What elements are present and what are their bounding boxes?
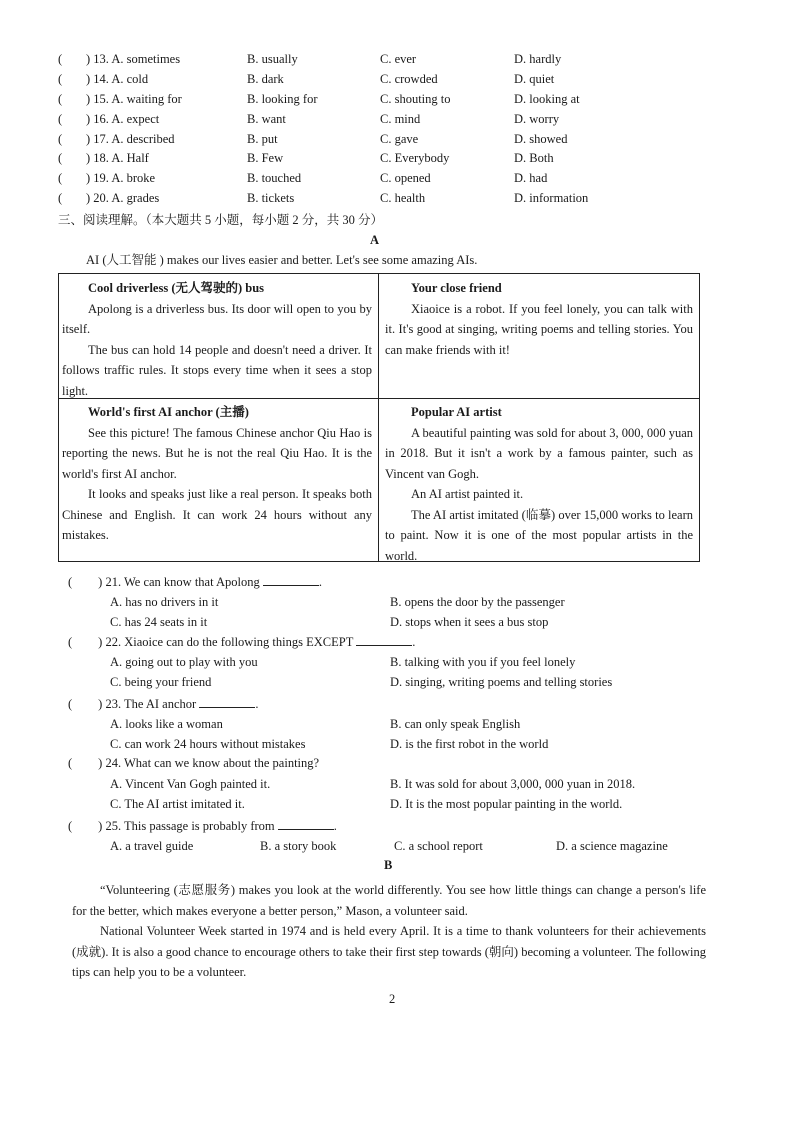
question-text: ) 23. The AI anchor (98, 697, 197, 711)
option-a: ) 16. A. expect (86, 112, 160, 126)
cell-heading: Your close friend (411, 281, 502, 295)
answer-blank (356, 634, 412, 646)
answer-paren: ( (68, 819, 73, 833)
question-text: ) 21. We can know that Apolong (98, 575, 260, 589)
option-c: C. ever (380, 52, 417, 66)
option-d: D. singing, writing poems and telling stories (390, 675, 613, 689)
option-b: B. looking for (247, 92, 318, 106)
option-d: D. a science magazine (556, 839, 668, 853)
option-c: C. mind (380, 112, 421, 126)
question-stem (68, 574, 322, 591)
option-a: A. looks like a woman (110, 717, 223, 731)
answer-paren: ( (58, 52, 63, 66)
answer-paren: ( (68, 756, 73, 770)
answer-paren: ( (68, 635, 73, 649)
option-a: A. going out to play with you (110, 655, 258, 669)
option-d: D. showed (514, 132, 568, 146)
option-b: B. touched (247, 171, 302, 185)
cell-heading: Popular AI artist (411, 405, 502, 419)
option-a: A. Vincent Van Gogh painted it. (110, 777, 271, 791)
question-stem (68, 696, 258, 713)
option-c: C. gave (380, 132, 419, 146)
option-c: C. can work 24 hours without mistakes (110, 737, 306, 751)
option-d: D. worry (514, 112, 560, 126)
answer-paren: ( (58, 72, 63, 86)
answer-paren: ( (58, 112, 63, 126)
cell-paragraph: The bus can hold 14 people and doesn't need a driver. It follows traffic rules. It stops every time when it sees a stop light. (62, 342, 372, 398)
answer-paren: ( (58, 92, 63, 106)
answer-paren: ( (58, 132, 63, 146)
option-b: B. want (247, 112, 286, 126)
option-a: ) 13. A. sometimes (86, 52, 181, 66)
option-b: B. put (247, 132, 278, 146)
option-b: B. dark (247, 72, 284, 86)
option-b: B. talking with you if you feel lonely (390, 655, 576, 669)
question-text: ) 24. What can we know about the painting? (98, 756, 320, 770)
answer-paren: ( (58, 191, 63, 205)
answer-paren: ( (58, 151, 63, 165)
cell-paragraph: See this picture! The famous Chinese anchor Qiu Hao is reporting the news. But he is not the real Qiu Hao. It is the world's first AI anchor. (62, 425, 372, 481)
option-b: B. It was sold for about 3,000, 000 yuan in 2018. (390, 777, 636, 791)
option-d: D. stops when it sees a bus stop (390, 615, 549, 629)
option-a: ) 20. A. grades (86, 191, 160, 205)
option-c: C. shouting to (380, 92, 451, 106)
option-a: A. has no drivers in it (110, 595, 219, 609)
option-a: ) 18. A. Half (86, 151, 149, 165)
cell-heading: World's first AI anchor (主播) (88, 405, 249, 419)
question-end: . (333, 819, 337, 833)
cell-close-friend (385, 278, 693, 360)
option-a: ) 19. A. broke (86, 171, 156, 185)
cell-ai-artist (385, 402, 693, 566)
question-text: ) 22. Xiaoice can do the following things EXCEPT (98, 635, 354, 649)
option-c: C. health (380, 191, 426, 205)
option-d: D. hardly (514, 52, 562, 66)
cell-driverless-bus (62, 278, 372, 401)
question-end: . (412, 635, 416, 649)
option-a: ) 15. A. waiting for (86, 92, 182, 106)
option-c: C. Everybody (380, 151, 450, 165)
passage-b-paragraph-1: “Volunteering (志愿服务) makes you look at the world differently. You see how little things can change a person's life for the better, which makes everyone a better person,” Mason, a volunteer said. (72, 883, 706, 918)
question-text: ) 25. This passage is probably from (98, 819, 275, 833)
passage-a-intro: AI (人工智能 ) makes our lives easier and better. Let's see some amazing AIs. (86, 253, 478, 267)
option-c: C. has 24 seats in it (110, 615, 208, 629)
answer-blank (278, 818, 334, 830)
option-d: D. had (514, 171, 548, 185)
ai-table (58, 273, 700, 562)
option-d: D. looking at (514, 92, 580, 106)
option-a: ) 14. A. cold (86, 72, 149, 86)
cell-paragraph: An AI artist painted it. (411, 487, 524, 501)
cell-ai-anchor (62, 402, 372, 546)
answer-blank (263, 574, 319, 586)
cell-heading: Cool driverless (无人驾驶的) bus (88, 281, 265, 295)
option-b: B. Few (247, 151, 284, 165)
cell-paragraph: Xiaoice is a robot. If you feel lonely, you can talk with it. It's good at singing, writing poems and telling stories. You can make friends with it! (385, 301, 693, 357)
passage-b-paragraph-2: National Volunteer Week started in 1974 and is held every April. It is a time to thank volunteers for their achievements (成就). It is also a good chance to encourage others to take their first step towards (朝向) becoming a volunteer. The following tips can help you to be a volunteer. (72, 924, 706, 979)
option-b: B. can only speak English (390, 717, 521, 731)
option-b: B. opens the door by the passenger (390, 595, 565, 609)
question-stem (68, 818, 337, 835)
answer-blank (199, 696, 255, 708)
option-d: D. Both (514, 151, 554, 165)
question-end: . (318, 575, 323, 589)
option-a: ) 17. A. described (86, 132, 175, 146)
question-stem (68, 634, 415, 651)
cell-paragraph: The AI artist imitated (临摹) over 15,000 works to learn to paint. Now it is one of the most popular artists in the world. (385, 507, 693, 563)
option-a: A. a travel guide (110, 839, 194, 853)
question-end: . (255, 697, 259, 711)
option-d: D. quiet (514, 72, 555, 86)
passage-b-letter: B (384, 858, 393, 872)
table-divider-vertical (378, 274, 379, 561)
option-c: C. a school report (394, 839, 483, 853)
option-c: C. being your friend (110, 675, 212, 689)
option-c: C. opened (380, 171, 431, 185)
section-title: 三、阅读理解。（本大题共 5 小题，每小题 2 分，共 30 分） (58, 213, 384, 227)
option-d: D. It is the most popular painting in the world. (390, 797, 623, 811)
cell-paragraph: A beautiful painting was sold for about 3, 000, 000 yuan in 2018. But it isn't a work by a famous painter, such as Vincent van Gogh. (385, 425, 693, 481)
question-stem (68, 756, 319, 772)
option-c: C. The AI artist imitated it. (110, 797, 245, 811)
passage-a-letter: A (370, 233, 380, 247)
option-d: D. information (514, 191, 589, 205)
cell-paragraph: It looks and speaks just like a real person. It speaks both Chinese and English. It can work 24 hours without any mistakes. (62, 487, 372, 542)
answer-paren: ( (68, 575, 73, 589)
option-b: B. usually (247, 52, 298, 66)
answer-paren: ( (58, 171, 63, 185)
page-number: 2 (389, 992, 396, 1006)
answer-paren: ( (68, 697, 73, 711)
option-b: B. tickets (247, 191, 295, 205)
option-c: C. crowded (380, 72, 438, 86)
cell-paragraph: Apolong is a driverless bus. Its door will open to you by itself. (62, 301, 372, 336)
option-b: B. a story book (260, 839, 337, 853)
option-d: D. is the first robot in the world (390, 737, 549, 751)
